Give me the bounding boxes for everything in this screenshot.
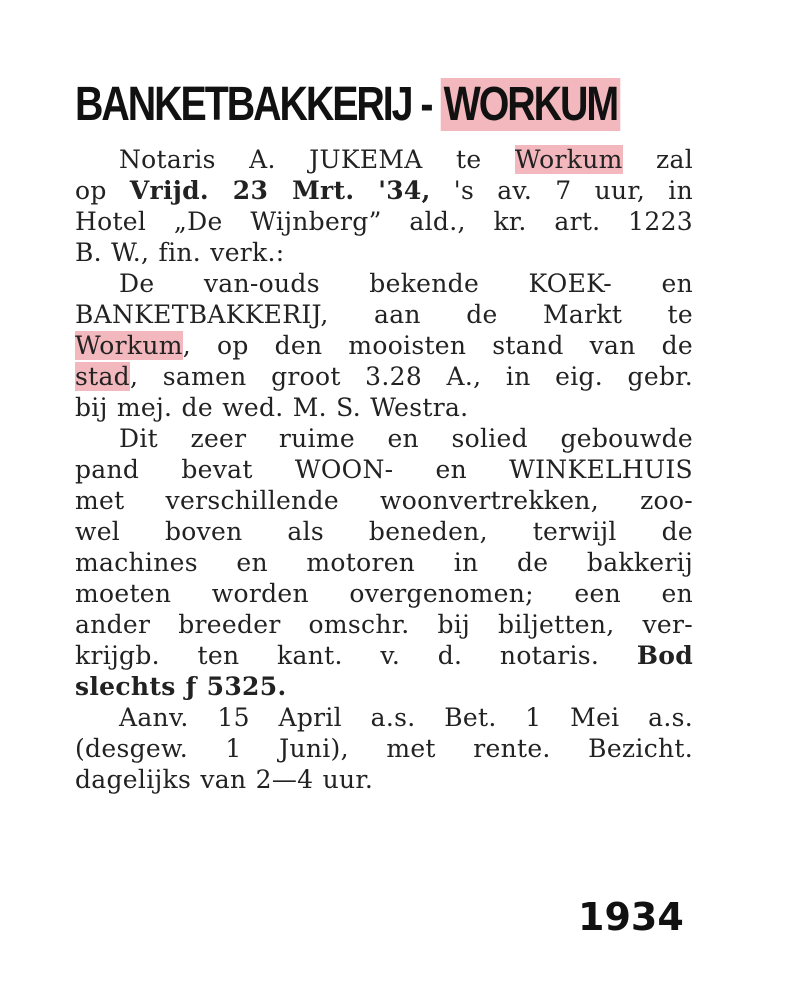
text-line xyxy=(75,237,693,268)
text-segment: (desgew. 1 Juni), met rente. Bezicht. xyxy=(75,734,693,764)
newspaper-clipping xyxy=(75,80,693,795)
text-line xyxy=(75,609,693,640)
text-line xyxy=(75,423,693,454)
text-segment: krijgb. ten kant. v. d. notaris. xyxy=(75,641,637,671)
text-line xyxy=(75,206,693,237)
paragraph xyxy=(75,702,693,795)
bold-text: Vrijd. 23 Mrt. '34, xyxy=(129,176,431,206)
text-line xyxy=(75,361,693,392)
text-line xyxy=(75,547,693,578)
text-segment: Hotel „De Wijnberg” ald., kr. art. 1223 xyxy=(75,207,693,237)
text-segment: dagelijks van 2—4 uur. xyxy=(75,765,374,795)
text-segment: machines en motoren in de bakkerij xyxy=(75,548,693,578)
headline xyxy=(75,78,618,131)
text-segment: , samen groot 3.28 A., in eig. gebr. xyxy=(129,362,693,392)
paragraph xyxy=(75,423,693,702)
text-segment: wel boven als beneden, terwijl de xyxy=(75,517,693,547)
highlighted-word: stad xyxy=(75,362,130,392)
text-line xyxy=(75,268,693,299)
text-line xyxy=(75,671,693,702)
text-segment: Notaris A. JUKEMA te xyxy=(119,145,515,175)
text-segment: B. W., fin. verk.: xyxy=(75,238,285,268)
text-line xyxy=(75,144,693,175)
year-label: 1934 xyxy=(578,895,684,939)
headline-highlight-workum: WORKUM xyxy=(440,78,620,131)
text-line xyxy=(75,733,693,764)
text-segment: bij mej. de wed. M. S. Westra. xyxy=(75,393,469,423)
text-segment: op xyxy=(75,176,130,206)
text-segment: ander breeder omschr. bij biljetten, ver- xyxy=(75,610,693,640)
text-segment: , op den mooisten stand van de xyxy=(182,331,693,361)
text-line xyxy=(75,454,693,485)
highlighted-word: Workum xyxy=(514,145,623,175)
headline-prefix: BANKETBAKKERIJ - xyxy=(75,78,441,131)
text-line xyxy=(75,485,693,516)
text-segment: 's av. 7 uur, in xyxy=(430,176,693,206)
text-segment: zal xyxy=(622,145,693,175)
bold-text: slechts ƒ 5325. xyxy=(75,672,287,702)
text-segment: Aanv. 15 April a.s. Bet. 1 Mei a.s. xyxy=(119,703,693,733)
text-line xyxy=(75,299,693,330)
text-segment: BANKETBAKKERIJ, aan de Markt te xyxy=(75,300,693,330)
text-segment: pand bevat WOON- en WINKELHUIS xyxy=(75,455,693,485)
announcement-body xyxy=(75,144,693,795)
bold-text: Bod xyxy=(636,641,693,671)
text-line xyxy=(75,578,693,609)
paragraph xyxy=(75,268,693,423)
highlighted-word: Workum xyxy=(75,331,183,361)
text-line xyxy=(75,392,693,423)
text-line xyxy=(75,702,693,733)
paragraph xyxy=(75,144,693,268)
text-line xyxy=(75,640,693,671)
text-segment: Dit zeer ruime en solied gebouwde xyxy=(119,424,693,454)
text-segment: met verschillende woonvertrekken, zoo- xyxy=(75,486,693,516)
text-line xyxy=(75,175,693,206)
text-line xyxy=(75,330,693,361)
text-segment: De van-ouds bekende KOEK- en xyxy=(119,269,693,299)
text-line xyxy=(75,516,693,547)
text-segment: moeten worden overgenomen; een en xyxy=(75,579,693,609)
text-line xyxy=(75,764,693,795)
